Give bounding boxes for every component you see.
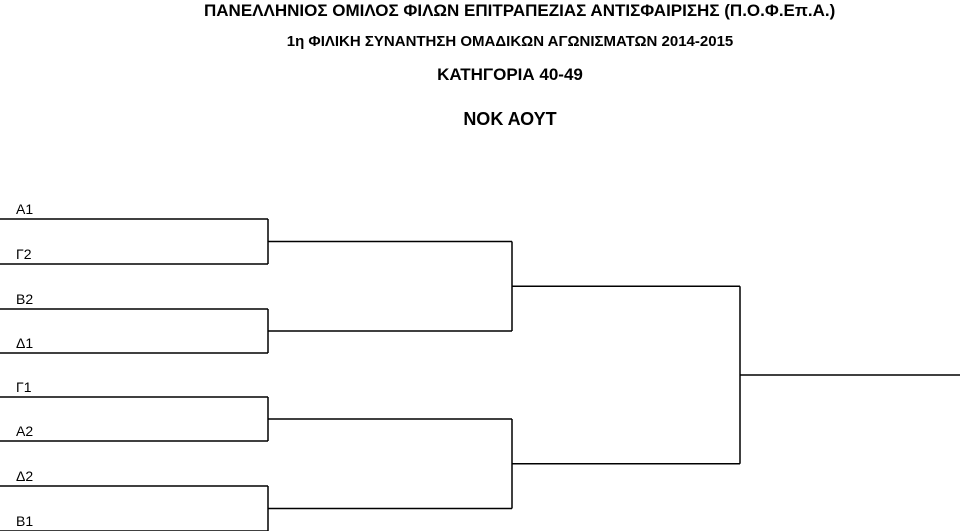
bracket-slot-label: Δ2 (16, 468, 34, 484)
venue-title: ΝΟΚ ΑΟΥΤ (463, 109, 557, 129)
bracket-slot-label: Β1 (16, 513, 34, 529)
organization-title: ΠΑΝΕΛΛΗΝΙΟΣ ΟΜΙΛΟΣ ΦΙΛΩΝ ΕΠΙΤΡΑΠΕΖΙΑΣ ΑΝΤΙΣΦΑΙΡΙΣΗΣ (Π.Ο.Φ.Επ.Α.) (204, 1, 836, 20)
bracket-slot-label: Γ1 (16, 379, 32, 395)
category-title: ΚΑΤΗΓΟΡΙΑ 40-49 (437, 65, 583, 84)
bracket-slot-label: Α1 (16, 201, 34, 217)
bracket-slot-label: Α2 (16, 423, 34, 439)
bracket-slot-label: Δ1 (16, 335, 34, 351)
event-title: 1η ΦΙΛΙΚΗ ΣΥΝΑΝΤΗΣΗ ΟΜΑΔΙΚΩΝ ΑΓΩΝΙΣΜΑΤΩΝ 2014-2015 (286, 33, 734, 50)
bracket-slot-label: Γ2 (16, 246, 32, 262)
bracket-slot-label: Β2 (16, 291, 34, 307)
